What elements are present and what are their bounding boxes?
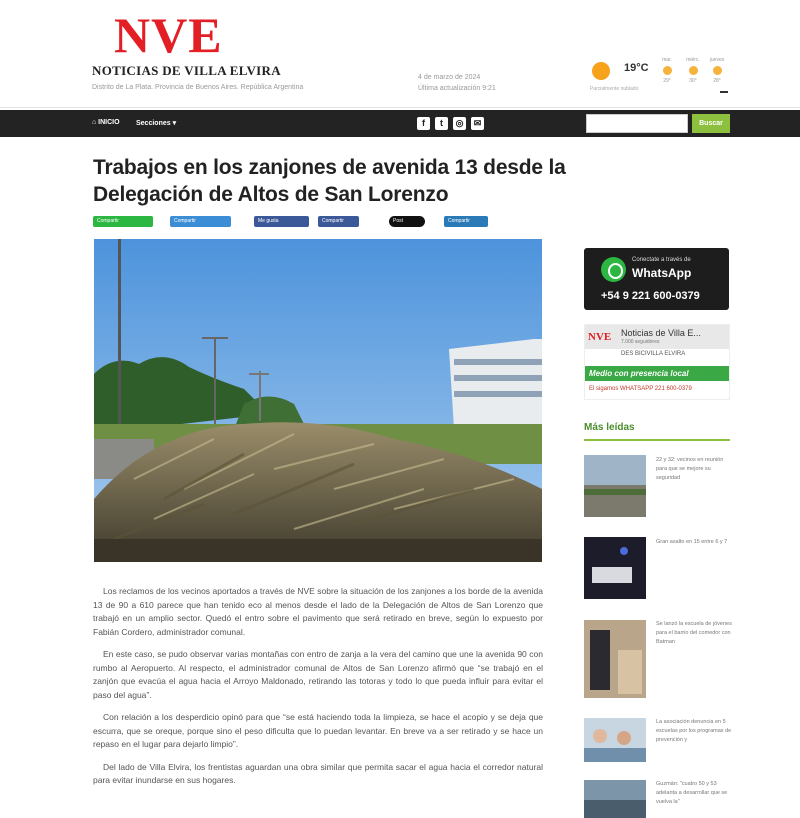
twitter-icon[interactable]: t <box>435 117 448 130</box>
most-read-title: Más leídas <box>584 422 635 433</box>
thumb-image <box>584 780 646 818</box>
most-read-thumb[interactable] <box>584 455 646 517</box>
whatsapp-name: WhatsApp <box>632 266 692 280</box>
promo-mid-text: DES BICIVILLA ELVIRA <box>621 351 686 357</box>
most-read-item-link[interactable]: 22 y 32: vecinos en reunión para que se mejore su seguridad <box>656 457 724 481</box>
promo-logo: NVE <box>588 331 612 343</box>
weather-temp: 19°C <box>624 62 649 74</box>
sun-icon <box>689 66 698 75</box>
share-label: Compartir <box>322 218 344 224</box>
most-read-thumb[interactable] <box>584 718 646 762</box>
most-read-item-link[interactable]: Gran asalto en 15 entre 6 y 7 <box>656 539 728 545</box>
forecast-day-label: jueves <box>709 57 725 63</box>
site-subtitle: Distrito de La Plata. Provincia de Buenos Aires. República Argentina <box>92 84 304 91</box>
most-read-divider <box>584 439 730 441</box>
mail-icon[interactable]: ✉ <box>471 117 484 130</box>
last-update: Última actualización 9:21 <box>418 85 496 92</box>
nav-sections-menu[interactable]: Secciones ▾ <box>136 120 177 127</box>
whatsapp-label: Conectate a través de <box>632 257 691 263</box>
share-linkedin-button[interactable] <box>444 216 488 227</box>
share-telegram-button[interactable] <box>170 216 231 227</box>
share-whatsapp-button[interactable] <box>93 216 153 227</box>
forecast-day-temp: 30° <box>689 78 697 84</box>
most-read-thumb[interactable] <box>584 537 646 599</box>
nav-home-link[interactable]: ⌂ INICIO <box>92 119 120 126</box>
sun-icon <box>713 66 722 75</box>
date-block <box>418 72 496 94</box>
share-label: Post <box>393 218 404 224</box>
whatsapp-phone: +54 9 221 600-0379 <box>601 290 700 302</box>
most-read-item-link[interactable]: Se lanzó la escuela de jóvenes para el barrio del comedor con Batman <box>656 621 732 645</box>
promo-fb-title: Noticias de Villa E... <box>621 328 701 338</box>
forecast-day-label: mar. <box>662 57 672 63</box>
instagram-icon[interactable]: ◎ <box>453 117 466 130</box>
most-read-thumb[interactable] <box>584 780 646 818</box>
share-label: Compartir <box>448 218 470 224</box>
thumb-image <box>584 537 646 599</box>
article-title: Trabajos en los zanjones de avenida 13 desde la Delegación de Altos de San Lorenzo <box>93 156 566 206</box>
site-logo[interactable]: NVE <box>114 7 223 63</box>
thumb-image <box>584 620 646 698</box>
photo-illustration <box>94 239 542 562</box>
site-name: NOTICIAS DE VILLA ELVIRA <box>92 63 281 78</box>
share-label: Me gusta <box>258 218 279 224</box>
promo-fb-sub: 7.000 seguidores <box>621 339 660 345</box>
promo-bottom-text: El sigamos WHATSAPP 221 600-0379 <box>589 386 692 392</box>
forecast-day-temp: 29° <box>663 78 671 84</box>
most-read-item-link[interactable]: Guzmán: "cuatro 50 y 53 adelanta a desarrollar que se vuelva la" <box>656 781 728 805</box>
promo-green-band: Medio con presencia local <box>585 366 730 381</box>
forecast-day-temp: 28° <box>713 78 721 84</box>
most-read-item-link[interactable]: La asociación denuncia en 5 escuelas por los programas de prevención y <box>656 719 732 743</box>
share-label: Compartir <box>97 218 119 224</box>
sun-icon <box>663 66 672 75</box>
article-paragraph: Con relación a los desperdicio opinó para que “se está haciendo toda la limpieza, se hace el acopio y se deja que escurra, que se oreque, porque sino el peso dificulta que lo puedan levantar. En breve va a ser retirado y se hace un repaso en el lugar para dejarlo limpio”. <box>93 712 543 749</box>
forecast-day <box>680 56 706 85</box>
thumb-image <box>584 455 646 517</box>
forecast-day <box>704 56 730 85</box>
article-paragraph: Del lado de Villa Elvira, los frentistas aguardan una obra similar que permita sacar el agua hacia el corredor natural para evitar inundarse en sus hogares. <box>93 761 543 785</box>
search-button[interactable]: Buscar <box>692 114 730 133</box>
facebook-icon[interactable]: f <box>417 117 430 130</box>
forecast-day-label: miérc. <box>686 57 700 63</box>
search-input[interactable] <box>586 114 688 133</box>
share-x-button[interactable] <box>389 216 425 227</box>
article-paragraph: Los reclamos de los vecinos aportados a través de NVE sobre la situación de los zanjones a los borde de la avenida 13 de 90 a 610 parece que han tenido eco al menos desde el lado de la Delegación de Altos de San Lorenzo que trabajó en un amplio sector. Quedó el entro sobre el pavimento que será retirado en breve, según lo expuesto por Fabián Cordero, administrador comunal. <box>93 586 543 637</box>
whatsapp-banner[interactable] <box>584 248 729 310</box>
most-read-thumb[interactable] <box>584 620 646 698</box>
forecast-divider <box>720 91 728 93</box>
forecast-day <box>654 56 680 85</box>
site-header <box>0 0 800 108</box>
share-label: Compartir <box>174 218 196 224</box>
sun-icon <box>592 62 610 80</box>
share-facebook-button[interactable] <box>318 216 359 227</box>
facebook-like-button[interactable] <box>254 216 309 227</box>
article-photo <box>94 239 542 562</box>
promo-banner[interactable] <box>584 324 730 400</box>
current-date: 4 de marzo de 2024 <box>418 74 481 81</box>
article-body <box>93 585 543 797</box>
main-nav <box>0 110 800 137</box>
whatsapp-icon <box>601 257 626 282</box>
thumb-image <box>584 718 646 762</box>
article-paragraph: En este caso, se pudo observar varias montañas con entro de zanja a la vera del camino que une la avenida 90 con rumbo al Aeropuerto. Al respecto, el administrador comunal de Altos de San Lorenzo afirmó que “se trabajó en el zanjón que evacúa el agua hacia el Arroyo Maldonado, retirando las totoras y todo lo que pueda influir para evitar el paso del agua”. <box>93 649 543 700</box>
weather-desc: Parcialmente nublado <box>590 86 639 92</box>
